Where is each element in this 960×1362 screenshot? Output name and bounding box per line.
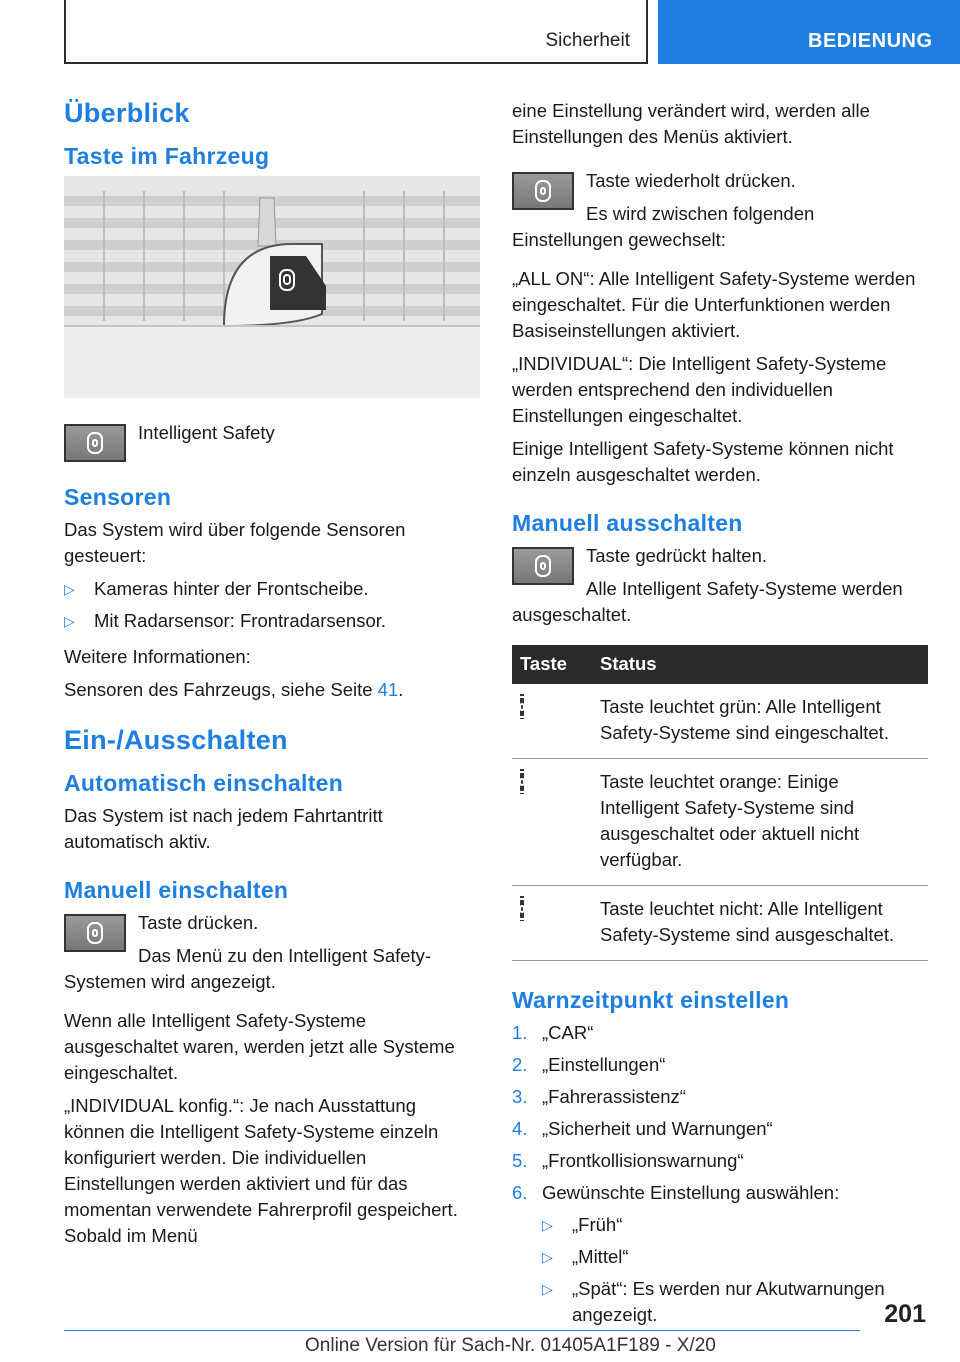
more-info-label: Weitere Informationen: <box>64 646 251 667</box>
triangle-right-icon: ▷ <box>542 1217 553 1233</box>
heading-auto-on: Automatisch einschalten <box>64 770 344 796</box>
auto-on-text: Das System ist nach jedem Fahrtantritt automatisch aktiv. <box>64 805 383 852</box>
intelligent-safety-icon <box>512 172 574 210</box>
header-chapter-tab[interactable]: BEDIENUNG <box>658 0 960 64</box>
sensors-reference: Sensoren des Fahrzeugs, siehe Seite 41. <box>64 679 404 700</box>
some-cannot-text: Einige Intelligent Safety-Systeme können nicht einzeln ausgeschaltet werden. <box>512 438 894 485</box>
manual-on-block <box>64 910 480 1002</box>
menu-shown-text: Das Menü zu den Intelligent Safety-Systemen wird angezeigt. <box>64 945 432 992</box>
heading-manual-on: Manuell einschalten <box>64 877 289 903</box>
intelligent-safety-icon <box>64 914 126 952</box>
heading-manual-off: Manuell ausschalten <box>512 510 743 536</box>
all-off-result-text: Alle Intelligent Safety-Systeme werden ausgeschaltet. <box>512 578 903 625</box>
press-again-text: Taste wiederholt drücken. <box>586 170 796 191</box>
switch-between-text: Es wird zwischen folgenden Einstellungen gewechselt: <box>512 203 815 250</box>
option-list <box>542 1212 928 1328</box>
heading-warning-time: Warnzeitpunkt einstellen <box>512 987 790 1013</box>
list-item: 3. „Fahrerassistenz“ <box>512 1086 686 1107</box>
left-column <box>64 98 480 1256</box>
header-section-title: Sicherheit <box>545 30 630 51</box>
table-row <box>512 759 928 886</box>
sensors-intro: Das System wird über folgende Sensoren gesteuert: <box>64 519 406 566</box>
list-item: ▷ „Früh“ <box>542 1212 928 1238</box>
list-item: 1. „CAR“ <box>512 1022 594 1043</box>
triangle-right-icon: ▷ <box>542 1249 553 1265</box>
triangle-right-icon: ▷ <box>64 581 75 597</box>
list-item: ▷ „Spät“: Es werden nur Akutwarnungen angezeigt. <box>542 1278 885 1325</box>
individual-config-text: „INDIVIDUAL konfig.“: Je nach Ausstattung können die Intelligent Safety-Systeme einzeln konfiguriert werden. Die individuellen Einstellungen werden aktiviert und für das momentan verwendete Fahrerprofil gespeichert. Sobald im Menü <box>64 1095 458 1246</box>
intelligent-safety-icon <box>64 424 126 462</box>
hold-button-text: Taste gedrückt halten. <box>586 545 767 566</box>
status-cell: Taste leuchtet grün: Alle Intelligent Safety-Systeme sind eingeschaltet. <box>592 684 928 759</box>
manual-off-block <box>512 543 928 635</box>
table-row <box>512 886 928 961</box>
header-frame <box>64 0 648 64</box>
footer-divider <box>64 1330 860 1331</box>
table-header-button: Taste <box>512 645 592 684</box>
list-item: 4. „Sicherheit und Warnungen“ <box>512 1118 773 1139</box>
warning-steps-list <box>512 1020 928 1328</box>
intelligent-safety-icon <box>520 694 524 719</box>
all-off-text: Wenn alle Intelligent Safety-Systeme ausgeschaltet waren, werden jetzt alle Systeme eingeschaltet. <box>64 1010 455 1083</box>
list-item: 2. „Einstellungen“ <box>512 1054 666 1075</box>
heading-sensors: Sensoren <box>64 484 172 510</box>
grille-illustration <box>64 176 480 398</box>
icon-caption: Intelligent Safety <box>138 422 275 443</box>
table-header-status: Status <box>592 645 928 684</box>
list-item: 6. Gewünschte Einstellung auswählen: ▷ „Früh“ ▷ „Mittel“ ▷ „Spät“: Es werden nur Akutwarnungen angezeigt. <box>512 1180 928 1328</box>
status-cell: Taste leuchtet orange: Einige Intelligent Safety-Systeme sind ausgeschaltet oder aktuell nicht verfügbar. <box>592 759 928 886</box>
sensor-list <box>64 576 480 634</box>
list-item: 5. „Frontkollisionswarnung“ <box>512 1150 744 1171</box>
heading-overview: Überblick <box>64 98 190 128</box>
intelligent-safety-icon <box>520 769 524 794</box>
triangle-right-icon: ▷ <box>64 613 75 629</box>
individual-text: „INDIVIDUAL“: Die Intelligent Safety-Systeme werden entsprechend den individuellen Einstellungen eingeschaltet. <box>512 353 887 426</box>
table-header-row <box>512 645 928 684</box>
table-row <box>512 684 928 759</box>
continued-text: eine Einstellung verändert wird, werden alle Einstellungen des Menüs aktiviert. <box>512 100 870 147</box>
status-table <box>512 645 928 961</box>
page-link[interactable]: 41 <box>377 679 399 700</box>
status-cell: Taste leuchtet nicht: Alle Intelligent Safety-Systeme sind ausgeschaltet. <box>592 886 928 961</box>
list-item: ▷ „Mittel“ <box>542 1244 928 1270</box>
heading-on-off: Ein-/Ausschalten <box>64 725 288 755</box>
intelligent-safety-icon <box>512 547 574 585</box>
right-column <box>512 98 928 1334</box>
list-item: ▷ Mit Radarsensor: Frontradarsensor. <box>64 608 480 634</box>
vehicle-button-photo <box>64 176 480 398</box>
list-item: ▷ Kameras hinter der Frontscheibe. <box>64 576 480 602</box>
press-button-text: Taste drücken. <box>138 912 259 933</box>
online-version-footer: Online Version für Sach-Nr. 01405A1F189 - X/20 <box>305 1335 716 1356</box>
page-number: 201 <box>884 1300 926 1328</box>
triangle-right-icon: ▷ <box>542 1281 553 1297</box>
heading-button-in-vehicle: Taste im Fahrzeug <box>64 143 270 169</box>
all-on-text: „ALL ON“: Alle Intelligent Safety-Systeme werden eingeschaltet. Für die Unterfunktionen werden Basiseinstellungen aktiviert. <box>512 268 916 341</box>
intelligent-safety-icon <box>520 896 524 921</box>
press-again-block <box>512 168 928 260</box>
icon-caption-row <box>64 420 480 468</box>
